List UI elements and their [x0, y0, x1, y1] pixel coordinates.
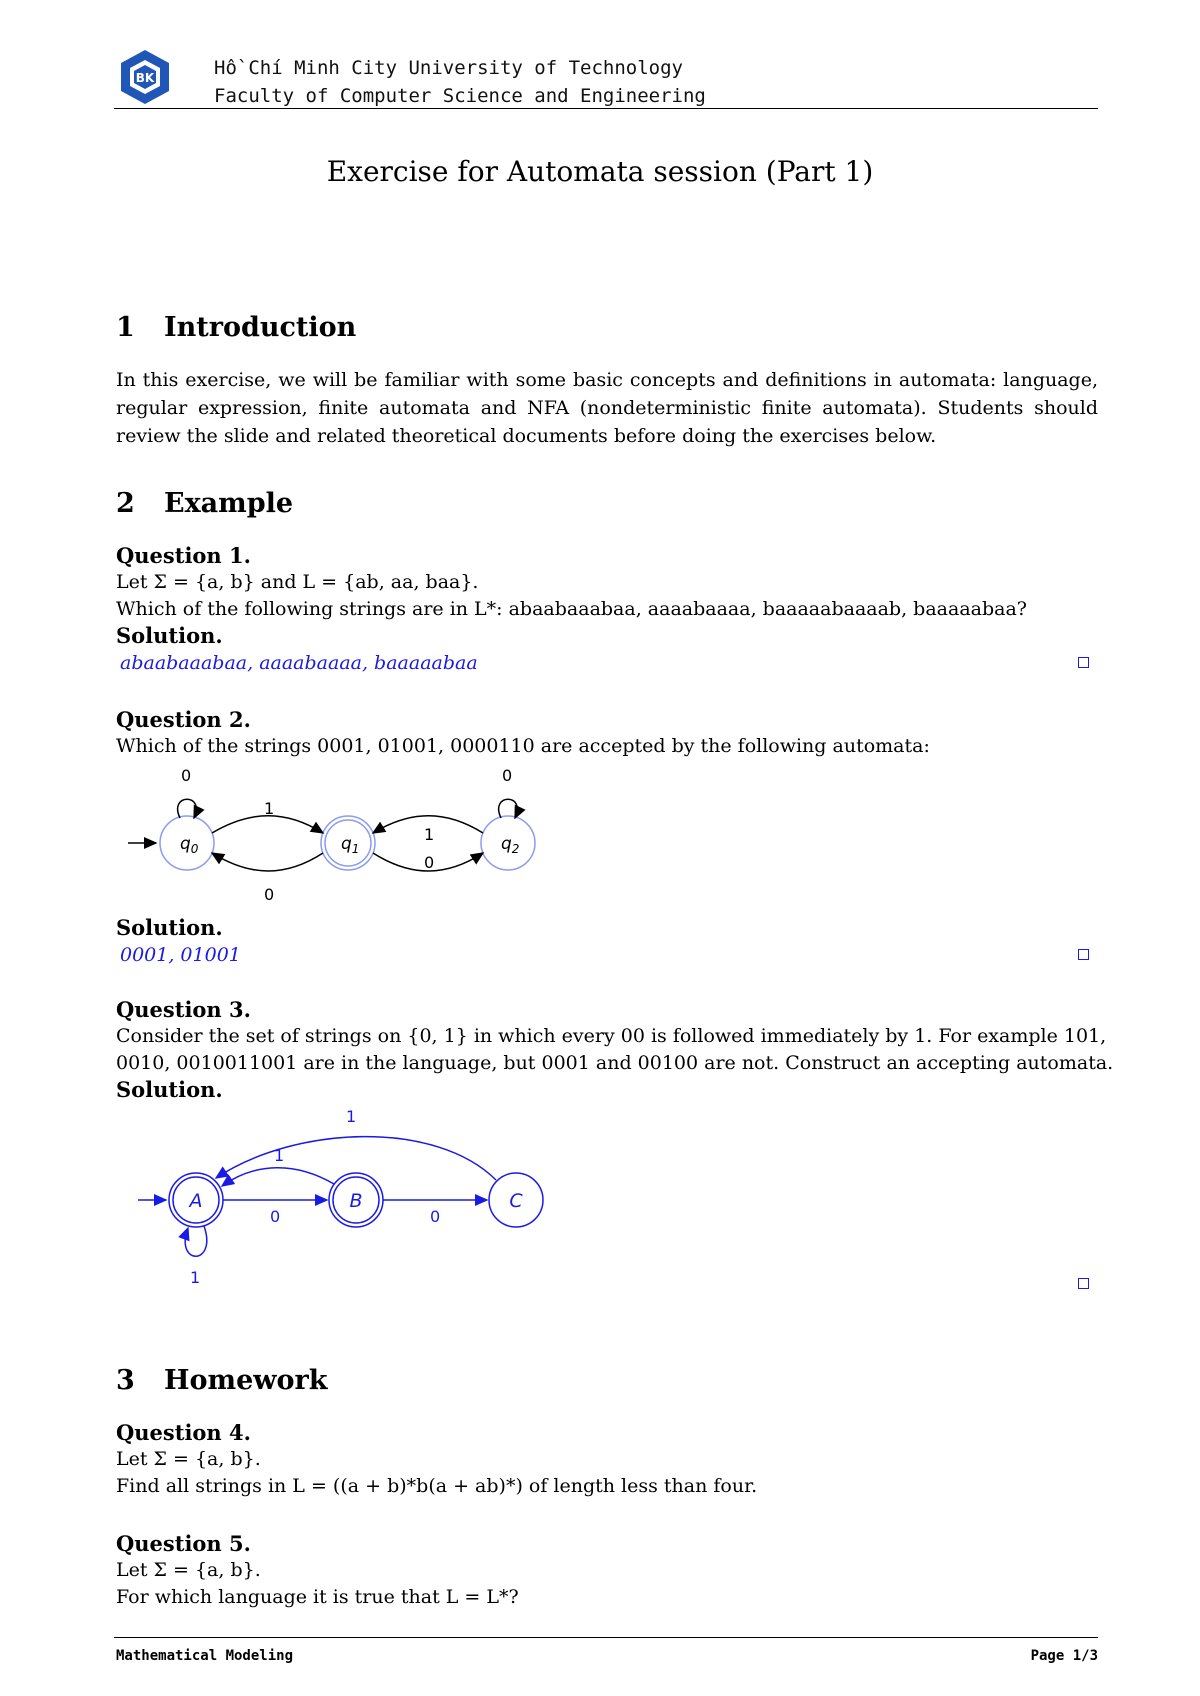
- question-1-line-2: Which of the following strings are in L*: abaabaaabaa, aaaabaaaa, baaaaabaaaab, baaaaabaa?: [116, 598, 1027, 620]
- question-2-line-1: Which of the strings 0001, 01001, 0000110 are accepted by the following automata:: [116, 735, 930, 757]
- footer-left: Mathematical Modeling: [116, 1648, 294, 1664]
- intro-paragraph: In this exercise, we will be familiar with some basic concepts and definitions in automata: language, regular expression, finite automata and NFA (nondeterministic finite automata). Students should review the slide and related theoretical documents before doing the exercises below.: [116, 369, 1098, 447]
- state-label-C: C: [509, 1190, 523, 1212]
- question-1-solution: abaabaaabaa, aaaabaaaa, baaaaabaa: [120, 652, 478, 674]
- section-heading-introduction: [116, 312, 356, 343]
- automaton-q2-diagram: [116, 755, 556, 915]
- question-4-label: Question 4.: [116, 1420, 251, 1445]
- question-4-line-2: Find all strings in L = ((a + b)*b(a + ab)*) of length less than four.: [116, 1475, 758, 1497]
- section-number: 3: [116, 1365, 135, 1396]
- label-loop-q2: 0: [502, 766, 513, 785]
- footer-page-number: Page 1/3: [1030, 1648, 1098, 1664]
- section-heading-homework: [116, 1365, 327, 1396]
- question-3-label: Question 3.: [116, 997, 251, 1022]
- section-number: 1: [116, 312, 135, 343]
- label-q0-q1: 1: [264, 799, 275, 818]
- question-5-line-2: For which language it is true that L = L*?: [116, 1586, 519, 1608]
- label-loop-A: 1: [190, 1268, 201, 1287]
- faculty-name: Faculty of Computer Science and Engineering: [214, 85, 706, 107]
- question-3-line-2: 0010, 0010011001 are in the language, but 0001 and 00100 are not. Construct an accepting automata.: [116, 1052, 1114, 1074]
- loop-q2: [499, 799, 518, 818]
- university-name: Hồ Chí Minh City University of Technology: [214, 57, 683, 79]
- question-2-label: Question 2.: [116, 707, 251, 732]
- section-title: Introduction: [164, 312, 357, 343]
- question-5-line-1: Let Σ = {a, b}.: [116, 1559, 261, 1581]
- header-text: [214, 54, 706, 110]
- label-B-A: 1: [274, 1146, 285, 1165]
- qed-box: [1078, 949, 1089, 960]
- university-logo: [116, 48, 174, 106]
- label-A-B: 0: [270, 1207, 281, 1226]
- label-B-C: 0: [430, 1207, 441, 1226]
- section-title: Homework: [164, 1365, 328, 1396]
- question-1-line-1: Let Σ = {a, b} and L = {ab, aa, baa}.: [116, 571, 479, 593]
- question-5-label: Question 5.: [116, 1531, 251, 1556]
- question-2-solution: 0001, 01001: [120, 944, 241, 966]
- section-title: Example: [164, 488, 294, 519]
- state-label-q0: $q_0$: [180, 834, 199, 856]
- logo-text: BK: [135, 71, 155, 85]
- footer-rule: [114, 1637, 1098, 1638]
- state-label-B: B: [349, 1190, 363, 1212]
- label-q2-q1: 1: [424, 825, 435, 844]
- question-1-label: Question 1.: [116, 543, 251, 568]
- question-4-line-1: Let Σ = {a, b}.: [116, 1448, 261, 1470]
- label-q1-q2: 0: [424, 853, 435, 872]
- state-label-q1: $q_1$: [341, 834, 360, 856]
- label-C-A: 1: [346, 1107, 357, 1126]
- header-rule: [114, 108, 1098, 109]
- automaton-q3-diagram: [116, 1100, 556, 1290]
- edge-q0-q1: [212, 816, 323, 833]
- page-title: Exercise for Automata session (Part 1): [326, 155, 874, 188]
- qed-box: [1078, 1278, 1089, 1289]
- edge-B-A: [222, 1168, 334, 1186]
- label-loop-q0: 0: [181, 766, 192, 785]
- question-3-solution-label: Solution.: [116, 1077, 223, 1102]
- state-label-q2: $q_2$: [501, 834, 520, 856]
- edge-q1-q0: [212, 853, 323, 871]
- loop-q0: [178, 799, 197, 818]
- section-number: 2: [116, 488, 135, 519]
- label-q1-q0: 0: [264, 885, 275, 904]
- qed-box: [1078, 657, 1089, 668]
- question-3-line-1: Consider the set of strings on {0, 1} in which every 00 is followed immediately by 1. For example 101,: [116, 1025, 1107, 1047]
- question-2-solution-label: Solution.: [116, 915, 223, 940]
- section-heading-example: [116, 488, 293, 519]
- state-label-A: A: [189, 1190, 203, 1212]
- question-1-solution-label: Solution.: [116, 623, 223, 648]
- loop-A: [185, 1226, 207, 1256]
